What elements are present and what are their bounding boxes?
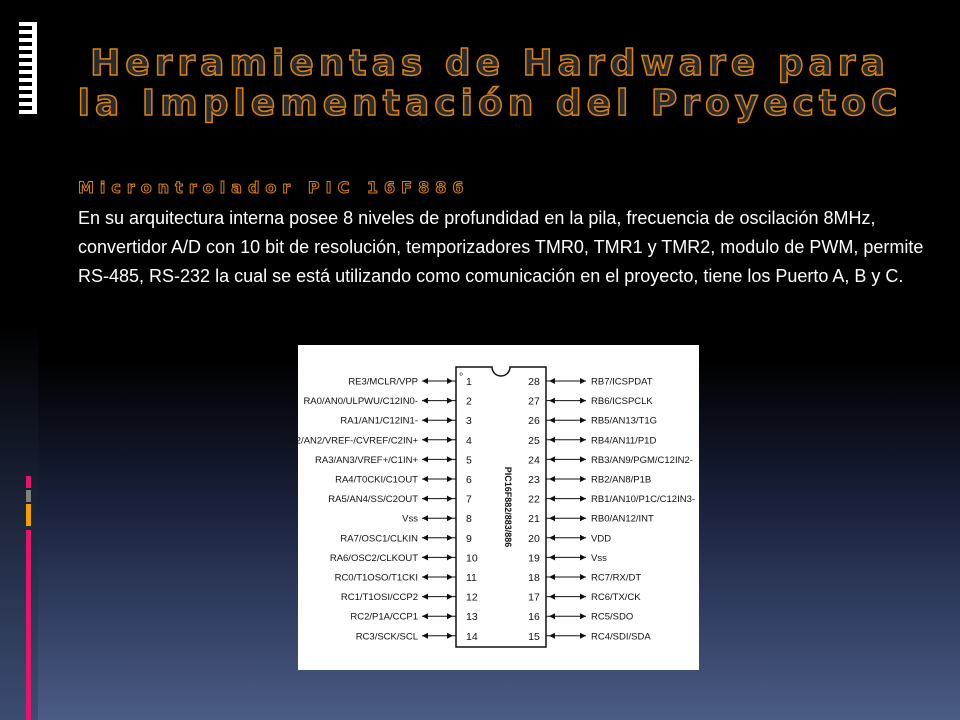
left-pin-number: 1 xyxy=(466,376,472,388)
left-pin-label: RC3/SCK/SCL xyxy=(355,631,418,643)
right-pin-arrow-in xyxy=(549,613,555,619)
left-pin-arrow-in xyxy=(422,613,428,619)
left-pin-arrow-out xyxy=(447,554,453,560)
left-pin-arrow-in xyxy=(422,437,428,443)
right-pin-number: 16 xyxy=(528,611,540,624)
right-pin-arrow-out xyxy=(580,417,586,423)
right-pin-number: 22 xyxy=(528,493,540,506)
right-pin-number: 17 xyxy=(528,591,540,604)
right-pin-label: RB3/AN9/PGM/C12IN2- xyxy=(591,454,693,466)
left-pin-label: RA4/T0CKI/C1OUT xyxy=(335,474,418,486)
left-pin-number: 12 xyxy=(466,591,478,604)
left-pin-arrow-out xyxy=(447,515,453,521)
left-pin-arrow-in xyxy=(422,456,428,462)
left-pin-label: RC2/P1A/CCP1 xyxy=(350,611,418,623)
left-pin-label: RA1/AN1/C12IN1- xyxy=(340,415,418,427)
right-pin-label: RC6/TX/CK xyxy=(591,592,641,604)
left-pin-number: 2 xyxy=(466,395,472,408)
right-pin-arrow-in xyxy=(549,574,555,580)
left-pin-label: RA6/OSC2/CLKOUT xyxy=(329,552,418,564)
right-pin-number: 25 xyxy=(528,434,540,447)
left-pin-arrow-in xyxy=(422,515,428,521)
title-line-2: la Implementación del ProyectoC xyxy=(77,83,903,124)
right-pin-arrow-in xyxy=(549,594,555,600)
right-pin-number: 23 xyxy=(528,474,540,486)
left-pin-arrow-in xyxy=(422,633,428,639)
pinout-svg xyxy=(282,345,699,670)
right-pin-number: 27 xyxy=(528,395,540,408)
right-pin-arrow-out xyxy=(580,456,586,462)
right-pin-arrow-out xyxy=(580,633,586,639)
right-pin-arrow-out xyxy=(580,476,586,482)
left-pin-label: RC1/T1OSI/CCP2 xyxy=(340,592,418,604)
left-pin-number: 7 xyxy=(466,493,472,506)
right-pin-arrow-in xyxy=(549,437,555,443)
right-pin-arrow-in xyxy=(549,476,555,482)
left-pin-label: RA5/AN4/SS/C2OUT xyxy=(328,494,418,506)
pin1-marker: ° xyxy=(459,371,464,383)
left-pin-label: RA3/AN3/VREF+/C1IN+ xyxy=(315,454,418,466)
right-pin-number: 26 xyxy=(528,415,540,428)
right-pin-arrow-out xyxy=(580,398,586,404)
right-pin-arrow-out xyxy=(580,496,586,502)
right-pin-label: RB2/AN8/P1B xyxy=(591,474,652,486)
right-pin-number: 24 xyxy=(528,454,540,467)
left-pin-number: 13 xyxy=(466,611,478,624)
left-pin-arrow-out xyxy=(447,398,453,404)
right-pin-number: 28 xyxy=(528,376,540,388)
right-pin-label: RC7/RX/DT xyxy=(591,572,642,584)
right-pin-arrow-in xyxy=(549,417,555,423)
right-pin-arrow-in xyxy=(549,496,555,502)
right-pin-arrow-in xyxy=(549,554,555,560)
right-pin-label: RB5/AN13/T1G xyxy=(591,415,657,427)
left-pin-label: RA0/AN0/ULPWU/C12IN0- xyxy=(303,396,418,408)
left-pin-arrow-out xyxy=(447,613,453,619)
right-pin-label: RB1/AN10/P1C/C12IN3- xyxy=(591,494,696,506)
right-pin-arrow-in xyxy=(549,456,555,462)
slide-title xyxy=(60,44,920,124)
left-pin-arrow-in xyxy=(422,535,428,541)
left-pin-number: 10 xyxy=(466,552,478,565)
left-pin-number: 9 xyxy=(466,532,472,545)
right-pin-arrow-out xyxy=(580,535,586,541)
right-pin-arrow-out xyxy=(580,515,586,521)
left-pin-arrow-out xyxy=(447,437,453,443)
right-pin-arrow-in xyxy=(549,515,555,521)
left-pin-arrow-out xyxy=(447,496,453,502)
left-pin-arrow-in xyxy=(422,594,428,600)
left-pin-arrow-in xyxy=(422,554,428,560)
body-paragraph: En su arquitectura interna posee 8 niveles de profundidad en la pila, frecuencia de oscilación 8MHz, convertidor A/D con 10 bit de resolución, temporizadores TMR0, TMR1 y TMR2, modulo de PWM, permite RS-485, RS-232 la cual se está utilizando como comunicación en el proyecto, tiene los Puerto A, B y C. xyxy=(78,208,924,286)
left-pin-number: 5 xyxy=(466,454,472,467)
chip-body xyxy=(456,367,546,647)
left-pin-number: 6 xyxy=(466,474,472,486)
left-pin-number: 3 xyxy=(466,415,472,428)
left-pin-number: 14 xyxy=(466,630,478,643)
left-pin-number: 4 xyxy=(466,434,472,447)
left-pin-label: RE3/MCLR/VPP xyxy=(348,376,418,388)
right-pin-label: RB7/ICSPDAT xyxy=(591,376,653,388)
left-pin-arrow-out xyxy=(447,476,453,482)
left-pin-label: RC0/T1OSO/T1CKI xyxy=(334,572,418,584)
left-pin-label: RA7/OSC1/CLKIN xyxy=(340,533,418,545)
right-pin-label: VDD xyxy=(591,533,612,545)
right-pin-arrow-out xyxy=(580,574,586,580)
title-line-1: Herramientas de Hardware para xyxy=(90,43,890,84)
right-pin-label: Vss xyxy=(591,552,607,564)
section-heading: Microntrolador PIC 16F886 xyxy=(78,178,470,197)
right-pin-number: 20 xyxy=(528,532,540,545)
right-pin-label: RB6/ICSPCLK xyxy=(591,396,653,408)
right-pin-arrow-in xyxy=(549,378,555,384)
right-pin-arrow-in xyxy=(549,535,555,541)
right-pin-arrow-out xyxy=(580,378,586,384)
chip-label: PIC16F882/883/886 xyxy=(503,466,513,548)
pinout-diagram xyxy=(282,345,699,670)
left-pin-number: 11 xyxy=(466,572,477,584)
right-pin-number: 18 xyxy=(528,572,540,584)
left-pin-arrow-in xyxy=(422,417,428,423)
right-pin-arrow-in xyxy=(549,633,555,639)
right-pin-arrow-out xyxy=(580,554,586,560)
right-pin-label: RB0/AN12/INT xyxy=(591,513,654,525)
left-pin-arrow-out xyxy=(447,594,453,600)
right-pin-arrow-out xyxy=(580,437,586,443)
left-pin-arrow-in xyxy=(422,378,428,384)
left-pin-label: Vss xyxy=(402,513,418,525)
left-pin-arrow-in xyxy=(422,496,428,502)
left-pin-arrow-in xyxy=(422,574,428,580)
left-pin-arrow-out xyxy=(447,417,453,423)
left-pin-arrow-in xyxy=(422,398,428,404)
left-pin-number: 8 xyxy=(466,513,472,526)
right-pin-number: 21 xyxy=(528,513,540,526)
right-pin-label: RC4/SDI/SDA xyxy=(591,631,651,643)
right-pin-label: RB4/AN11/P1D xyxy=(591,435,657,447)
left-pin-arrow-out xyxy=(447,574,453,580)
right-pin-number: 15 xyxy=(528,630,540,643)
left-pin-arrow-out xyxy=(447,378,453,384)
right-pin-arrow-in xyxy=(549,398,555,404)
right-pin-label: RC5/SDO xyxy=(591,611,634,623)
left-pin-arrow-in xyxy=(422,476,428,482)
left-pin-arrow-out xyxy=(447,633,453,639)
right-pin-arrow-out xyxy=(580,594,586,600)
left-pin-arrow-out xyxy=(447,535,453,541)
left-pin-arrow-out xyxy=(447,456,453,462)
left-pin-label: RA2/AN2/VREF-/CVREF/C2IN+ xyxy=(282,435,418,447)
right-pin-number: 19 xyxy=(528,552,540,565)
right-pin-arrow-out xyxy=(580,613,586,619)
